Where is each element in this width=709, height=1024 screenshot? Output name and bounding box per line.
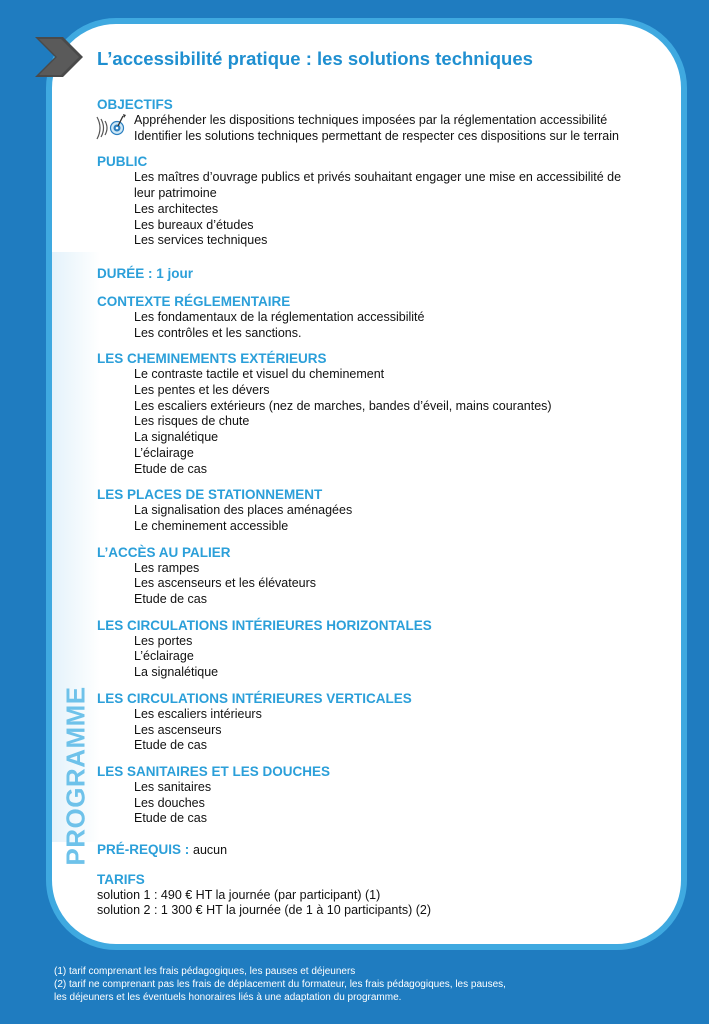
- program-content: [97, 96, 667, 928]
- stationnement-section: [97, 486, 667, 534]
- public-section: [97, 153, 667, 249]
- footnotes: [54, 965, 674, 1004]
- list-item: Les escaliers extérieurs (nez de marches, bandes d’éveil, mains courantes): [134, 398, 552, 413]
- list-item: L’éclairage: [134, 445, 194, 460]
- duree-section: [97, 265, 667, 282]
- circulations-horizontales-section: [97, 617, 667, 681]
- list-item: Les pentes et les dévers: [134, 383, 270, 398]
- sanitaires-section: [97, 763, 667, 827]
- programme-label: PROGRAMME: [60, 686, 91, 866]
- section-list: [97, 503, 667, 534]
- prerequis-label: PRÉ-REQUIS :: [97, 842, 190, 858]
- page-title: L’accessibilité pratique : les solutions techniques: [97, 48, 533, 69]
- section-heading: LES CIRCULATIONS INTÉRIEURES VERTICALES: [97, 690, 412, 706]
- list-item: Les services techniques: [134, 233, 268, 248]
- objectifs-heading: OBJECTIFS: [97, 97, 173, 112]
- list-item: Les risques de chute: [134, 414, 250, 429]
- section-heading: L’ACCÈS AU PALIER: [97, 544, 231, 560]
- list-item: La signalétique: [134, 665, 219, 680]
- objectifs-list: [97, 113, 667, 144]
- prerequis-value: aucun: [193, 843, 228, 858]
- list-item: Les portes: [134, 633, 193, 648]
- list-item: Les maîtres d’ouvrage publics et privés souhaitant engager une mise en accessibilité de: [134, 170, 622, 185]
- list-item: Les rampes: [134, 560, 200, 575]
- prerequis-heading: [97, 841, 667, 859]
- duree-heading: DURÉE : 1 jour: [97, 265, 194, 281]
- public-heading: PUBLIC: [97, 154, 148, 170]
- tarif-line: solution 1 : 490 € HT la journée (par participant) (1): [97, 887, 381, 902]
- list-item: La signalétique: [134, 430, 219, 445]
- section-list: [97, 310, 667, 341]
- list-item: Les contrôles et les sanctions.: [134, 325, 302, 340]
- public-list: [97, 170, 667, 249]
- list-item: Les fondamentaux de la réglementation accessibilité: [134, 309, 425, 324]
- section-list: [97, 634, 667, 681]
- objectifs-body: [97, 113, 667, 144]
- list-item: Les sanitaires: [134, 779, 212, 794]
- section-list: [97, 367, 667, 477]
- list-item: Les douches: [134, 795, 205, 810]
- arrow-icon: [33, 35, 85, 79]
- section-heading: LES PLACES DE STATIONNEMENT: [97, 487, 323, 503]
- list-item: Les ascenseurs: [134, 722, 222, 737]
- section-list: [97, 561, 667, 608]
- cheminements-section: [97, 350, 667, 477]
- target-icon: [93, 111, 129, 145]
- section-heading: CONTEXTE RÉGLEMENTAIRE: [97, 293, 291, 309]
- list-item: Appréhender les dispositions techniques imposées par la réglementation accessibilité: [134, 113, 608, 127]
- objectifs-section: [97, 96, 667, 144]
- tarifs-heading: TARIFS: [97, 871, 145, 887]
- list-item: Le cheminement accessible: [134, 518, 289, 533]
- list-item: leur patrimoine: [134, 186, 217, 201]
- circulations-verticales-section: [97, 690, 667, 754]
- section-heading: LES SANITAIRES ET LES DOUCHES: [97, 763, 331, 779]
- list-item: Etude de cas: [134, 738, 207, 753]
- section-heading: LES CIRCULATIONS INTÉRIEURES HORIZONTALES: [97, 617, 432, 633]
- acces-palier-section: [97, 544, 667, 608]
- list-item: Etude de cas: [134, 811, 207, 826]
- footnote: (1) tarif comprenant les frais pédagogiques, les pauses et déjeuners: [54, 966, 356, 977]
- list-item: Le contraste tactile et visuel du cheminement: [134, 367, 385, 382]
- footnote: (2) tarif ne comprenant pas les frais de déplacement du formateur, les frais pédagogiques, les pauses,: [54, 979, 506, 990]
- list-item: Les escaliers intérieurs: [134, 706, 262, 721]
- list-item: Les architectes: [134, 201, 219, 216]
- contexte-section: [97, 293, 667, 341]
- section-heading: LES CHEMINEMENTS EXTÉRIEURS: [97, 351, 327, 367]
- list-item: Etude de cas: [134, 592, 207, 607]
- list-item: L’éclairage: [134, 649, 194, 664]
- list-item: Les bureaux d’études: [134, 217, 254, 232]
- section-list: [97, 707, 667, 754]
- section-list: [97, 780, 667, 827]
- list-item: La signalisation des places aménagées: [134, 503, 353, 518]
- tarif-line: solution 2 : 1 300 € HT la journée (de 1 à 10 participants) (2): [97, 903, 431, 918]
- list-item: Etude de cas: [134, 461, 207, 476]
- list-item: Identifier les solutions techniques permettant de respecter ces dispositions sur le terrain: [134, 128, 619, 143]
- prerequis-section: [97, 841, 667, 859]
- programme-band: [52, 252, 100, 866]
- footnote: les déjeuners et les éventuels honoraires liés à une adaptation du programme.: [54, 992, 402, 1003]
- list-item: Les ascenseurs et les élévateurs: [134, 576, 317, 591]
- tarifs-section: [97, 871, 667, 919]
